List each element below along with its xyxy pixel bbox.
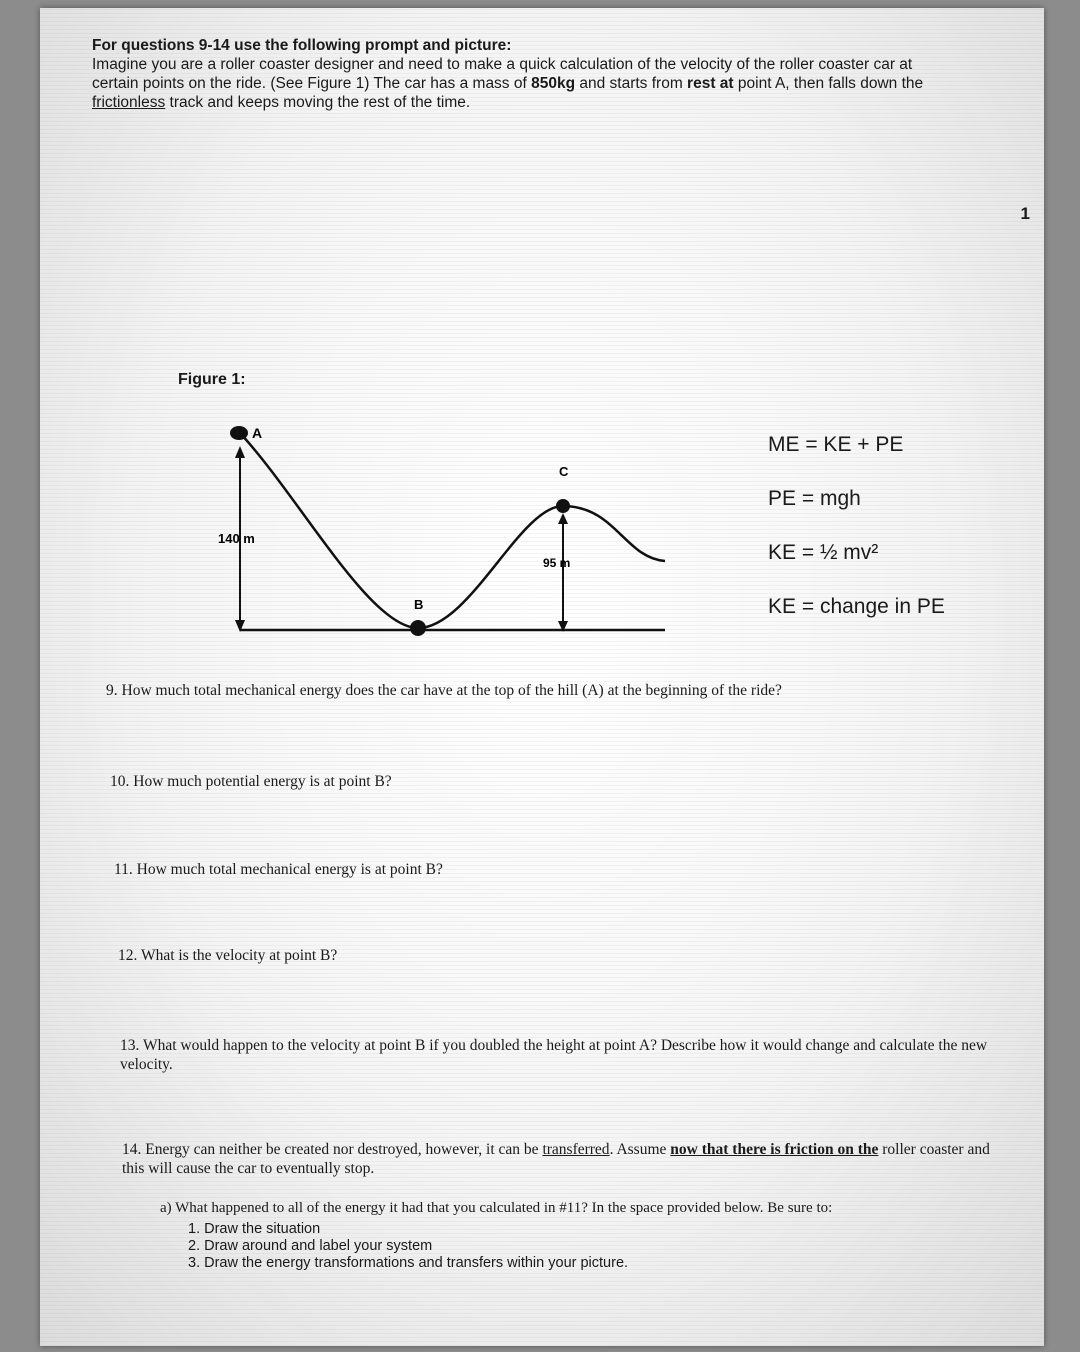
q14-text: 14. Energy can neither be created nor destroyed, however, it can be: [122, 1141, 543, 1158]
frictionless-word: frictionless: [92, 94, 166, 111]
question-9: 9. How much total mechanical energy does the car have at the top of the hill (A) at the beginning of the ride?: [106, 682, 782, 699]
question-14-part-a: a) What happened to all of the energy it had that you calculated in #11? In the space provided below. Be sure to:: [160, 1200, 833, 1216]
question-14: [122, 1140, 1012, 1178]
formula-ke-change: KE = change in PE: [768, 595, 945, 618]
q14-text: roller coaster and this will cause the car to eventually stop.: [122, 1141, 990, 1177]
rest-phrase: rest at: [687, 75, 734, 92]
step-1: 1. Draw the situation: [188, 1221, 321, 1237]
formula-ke: KE = ½ mv²: [768, 541, 879, 564]
formula-box: [768, 433, 945, 649]
arrow-head-up: [235, 446, 245, 458]
question-11: 11. How much total mechanical energy is at point B?: [114, 861, 443, 878]
question-13: 13. What would happen to the velocity at point B if you doubled the height at point A? Describe how it would change and calculate the new velocity.: [120, 1037, 988, 1073]
question-12: 12. What is the velocity at point B?: [118, 947, 338, 964]
q14-text: . Assume: [609, 1141, 671, 1158]
q14-transferred: transferred: [542, 1141, 610, 1158]
point-c-dot: [556, 499, 570, 513]
formula-me: ME = KE + PE: [768, 433, 904, 456]
intro-heading: For questions 9-14 use the following prompt and picture:: [92, 37, 512, 54]
formula-pe: PE = mgh: [768, 487, 861, 510]
intro-text: track and keeps moving the rest of the time.: [165, 94, 471, 111]
track-curve: [240, 433, 665, 628]
figure-label: Figure 1:: [178, 371, 246, 388]
page-number: 1: [1020, 204, 1030, 223]
height-a-label: 140 m: [218, 531, 255, 546]
intro-line-1: Imagine you are a roller coaster designer and need to make a quick calculation of the velocity of the roller coaster car at: [92, 56, 913, 73]
car-at-a: [230, 426, 248, 440]
point-c-label: C: [559, 464, 569, 479]
arrow-head-up: [558, 513, 568, 524]
step-3: 3. Draw the energy transformations and transfers within your picture.: [188, 1255, 629, 1271]
worksheet-page: [40, 8, 1044, 1346]
height-c-label: 95 m: [543, 556, 571, 570]
point-a-label: A: [252, 425, 263, 441]
q14-friction-phrase: now that there is friction on the: [670, 1141, 879, 1158]
step-2: 2. Draw around and label your system: [188, 1238, 433, 1254]
point-b-label: B: [414, 597, 424, 612]
mass-value: 850kg: [531, 75, 576, 92]
point-b-dot: [410, 620, 426, 636]
intro-text: and starts from: [575, 75, 688, 92]
question-14-steps: [188, 1221, 628, 1272]
intro-text: certain points on the ride. (See Figure 1) The car has a mass of: [92, 75, 532, 92]
question-10: 10. How much potential energy is at point B?: [110, 773, 392, 790]
intro-text: point A, then falls down the: [733, 75, 924, 92]
